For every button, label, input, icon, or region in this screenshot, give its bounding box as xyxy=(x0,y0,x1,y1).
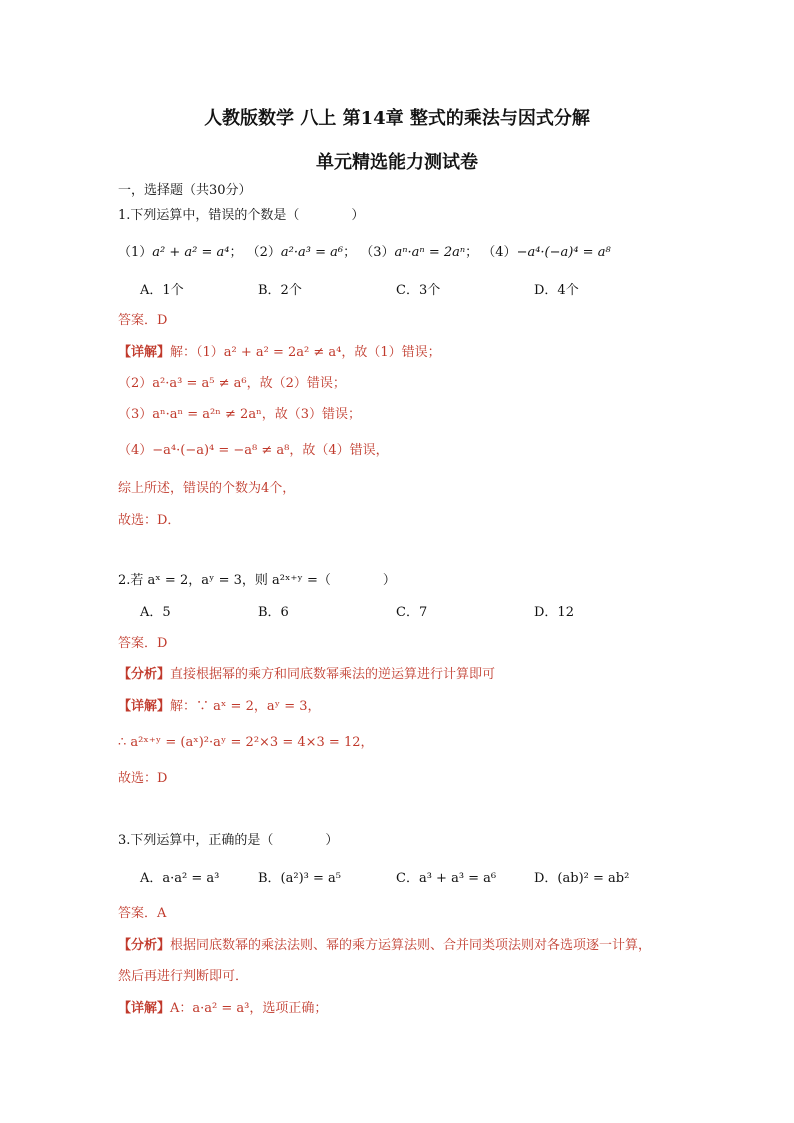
q2-option-a: A．5 xyxy=(140,605,171,620)
q3-option-c: C．a³ + a³ = a⁶ xyxy=(396,871,497,886)
q1-option-d: D．4个 xyxy=(534,283,579,298)
q2-option-b: B．6 xyxy=(258,605,289,620)
q1-detail-4: （4）−a⁴·(−a)⁴ = −a⁸ ≠ a⁸，故（4）错误， xyxy=(118,443,389,458)
q2-option-c: C．7 xyxy=(396,605,428,620)
q2-detail-2: ∴ a²ˣ⁺ʸ = (aˣ)²·aʸ = 2²×3 = 4×3 = 12， xyxy=(118,735,374,750)
q1-stem: 1.下列运算中，错误的个数是（ ） xyxy=(118,208,365,223)
q1-detail-1: 【详解】解：（1）a² + a² = 2a² ≠ a⁴，故（1）错误； xyxy=(118,345,441,360)
q1-option-a: A．1个 xyxy=(140,283,184,298)
q2-analysis: 【分析】直接根据幂的乘方和同底数幂乘法的逆运算进行计算即可 xyxy=(118,667,496,682)
q1-detail-6: 故选：D． xyxy=(118,513,181,528)
q3-stem: 3.下列运算中，正确的是（ ） xyxy=(118,833,339,848)
q3-option-b: B．(a²)³ = a⁵ xyxy=(258,871,341,886)
document-subtitle: 单元精选能力测试卷 xyxy=(316,152,478,173)
q1-detail-5: 综上所述，错误的个数为4个， xyxy=(118,481,296,496)
q1-option-b: B．2个 xyxy=(258,283,302,298)
q1-answer: 答案．D xyxy=(118,313,168,328)
q2-detail-1: 【详解】解：∵ aˣ = 2，aʸ = 3， xyxy=(118,699,321,714)
q2-option-d: D．12 xyxy=(534,605,574,620)
q2-detail-3: 故选：D xyxy=(118,771,168,786)
section-heading: 一，选择题（共30分） xyxy=(118,183,252,198)
q1-items: （1）a² + a² = a⁴； （2）a²·a³ = a⁶； （3）aⁿ·aⁿ = 2aⁿ； （4）−a⁴·(−a)⁴ = a⁸ xyxy=(118,245,611,260)
q1-detail-2: （2）a²·a³ = a⁵ ≠ a⁶，故（2）错误； xyxy=(118,376,346,391)
q3-analysis-1: 【分析】根据同底数幂的乘法法则、幂的乘方运算法则、合并同类项法则对各选项逐一计算， xyxy=(118,938,652,953)
q3-option-a: A．a·a² = a³ xyxy=(140,871,220,886)
q1-option-c: C．3个 xyxy=(396,283,441,298)
q3-option-d: D．(ab)² = ab² xyxy=(534,871,630,886)
q2-stem: 2.若 aˣ = 2，aʸ = 3，则 a²ˣ⁺ʸ =（ ） xyxy=(118,573,396,588)
q2-answer: 答案．D xyxy=(118,636,168,651)
document-title: 人教版数学 八上 第14章 整式的乘法与因式分解 xyxy=(204,108,590,129)
q3-analysis-2: 然后再进行判断即可． xyxy=(118,969,249,984)
q3-answer: 答案．A xyxy=(118,906,167,921)
q1-detail-3: （3）aⁿ·aⁿ = a²ⁿ ≠ 2aⁿ，故（3）错误； xyxy=(118,407,361,422)
q3-detail-1: 【详解】A：a·a² = a³，选项正确； xyxy=(118,1001,328,1016)
